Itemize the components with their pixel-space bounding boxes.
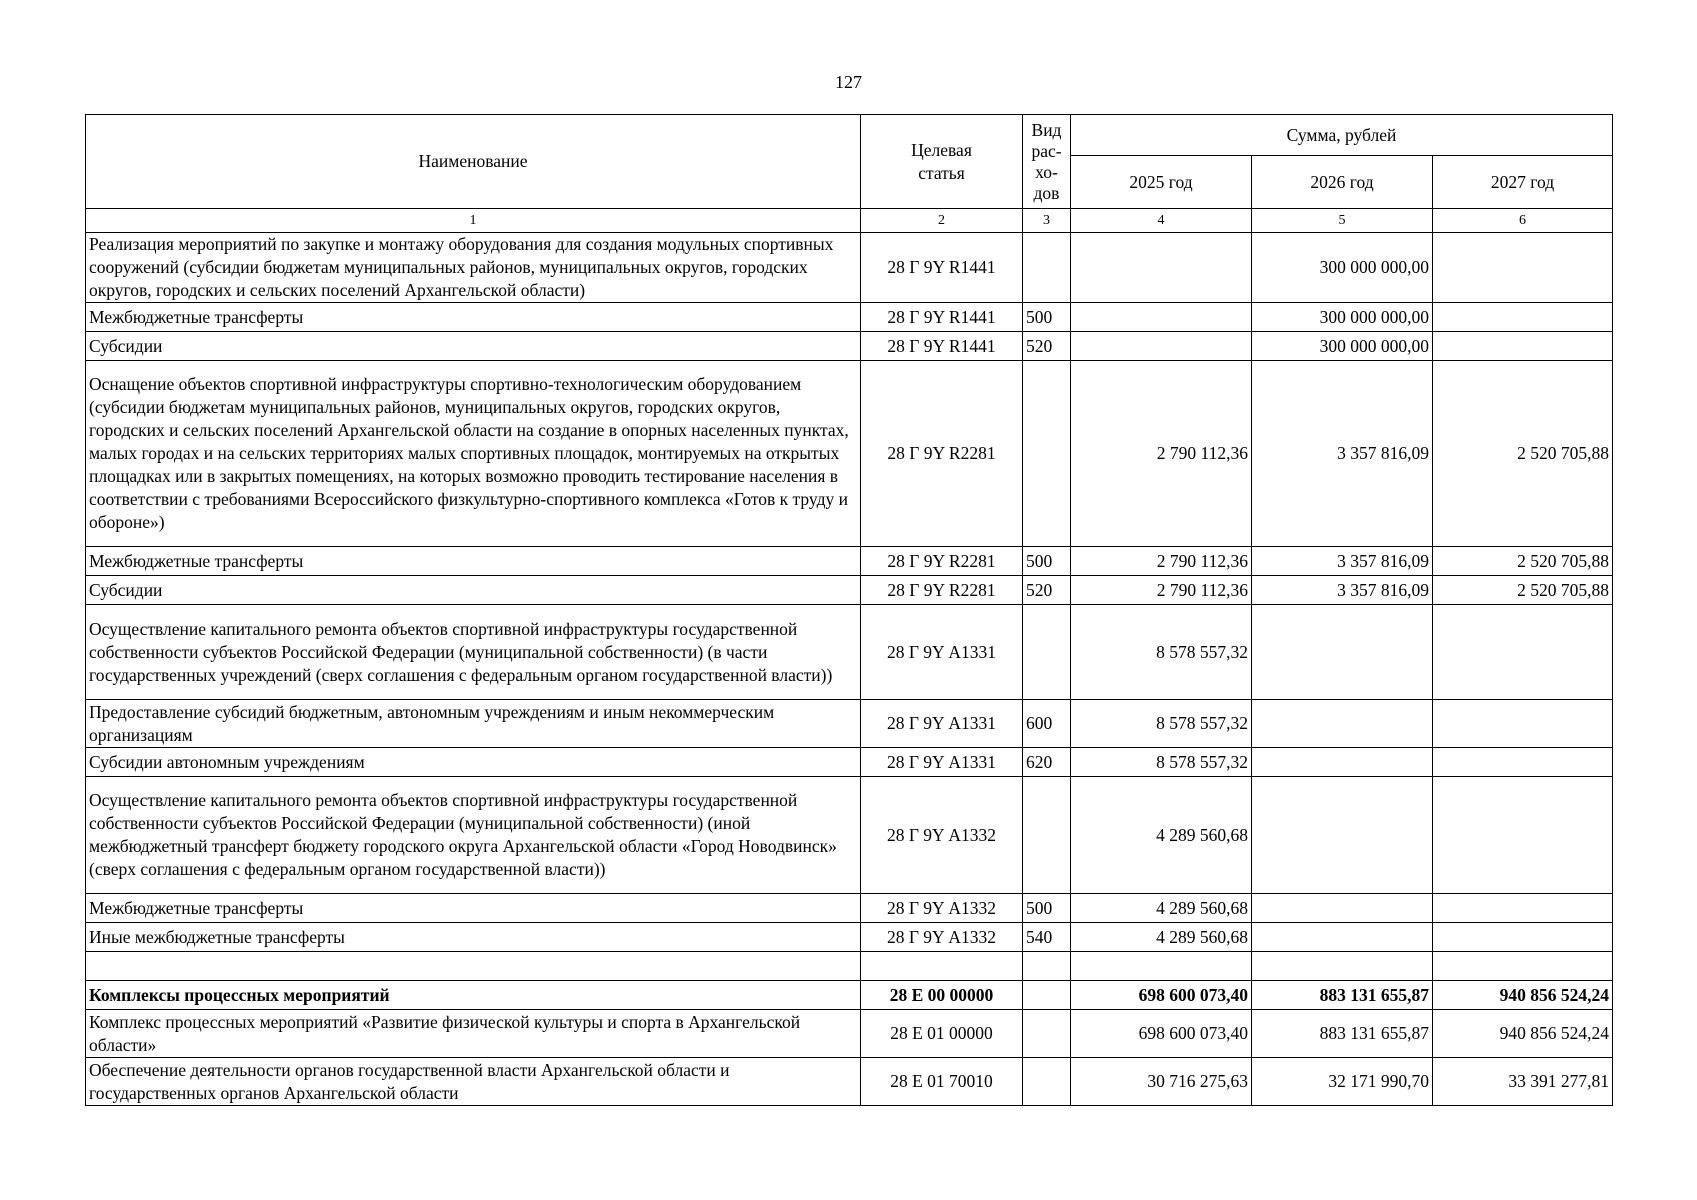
row-amount-2026: 3 357 816,09 (1252, 361, 1433, 547)
row-target-code: 28 Е 01 70010 (861, 1058, 1023, 1106)
row-amount-2025: 698 600 073,40 (1071, 981, 1252, 1010)
row-target-code: 28 Е 00 00000 (861, 981, 1023, 1010)
header-name: Наименование (86, 115, 861, 209)
header-expense-kind (1023, 115, 1071, 209)
row-amount-2025: 4 289 560,68 (1071, 923, 1252, 952)
row-target-code: 28 Е 01 00000 (861, 1010, 1023, 1058)
row-amount-2027 (1433, 332, 1613, 361)
row-name: Оснащение объектов спортивной инфраструктуры спортивно-технологическим оборудованием (субсидии бюджетам муниципальных районов, муниципальных округов, городских округов, городских и сельских поселений Архангельской области на создание в опорных населенных пунктах, малых городах и на сельских территориях малых спортивных площадок, монтируемых на открытых площадках или в закрытых помещениях, на которых возможно проводить тестирование населения в соответствии с требованиями Всероссийского физкультурно-спортивного комплекса «Готов к труду и обороне») (86, 361, 861, 547)
row-amount-2025: 2 790 112,36 (1071, 547, 1252, 576)
row-amount-2025: 8 578 557,32 (1071, 605, 1252, 700)
row-amount-2026: 300 000 000,00 (1252, 233, 1433, 303)
row-amount-2026: 883 131 655,87 (1252, 981, 1433, 1010)
row-name: Межбюджетные трансферты (86, 303, 861, 332)
header-target-article (861, 115, 1023, 209)
row-name: Межбюджетные трансферты (86, 547, 861, 576)
row-amount-2027: 940 856 524,24 (1433, 1010, 1613, 1058)
row-amount-2026 (1252, 923, 1433, 952)
row-amount-2027 (1433, 303, 1613, 332)
row-expense-kind (1023, 777, 1071, 894)
row-target-code: 28 Г 9Y R1441 (861, 332, 1023, 361)
row-name: Обеспечение деятельности органов государственной власти Архангельской области и государственных органов Архангельской области (86, 1058, 861, 1106)
header-target-line2: статья (918, 162, 965, 183)
row-name: Комплекс процессных мероприятий «Развитие физической культуры и спорта в Архангельской области» (86, 1010, 861, 1058)
row-expense-kind: 500 (1023, 547, 1071, 576)
column-index: 1 (86, 209, 861, 233)
row-name: Осуществление капитального ремонта объектов спортивной инфраструктуры государственной собственности субъектов Российской Федерации (муниципальной собственности) (в части государственных учреждений (сверх соглашения с федеральным органом государственной власти)) (86, 605, 861, 700)
row-expense-kind (1023, 361, 1071, 547)
row-target-code: 28 Г 9Y R1441 (861, 233, 1023, 303)
table-row (86, 894, 1613, 923)
header-kind-line2: рас- (1031, 140, 1062, 161)
row-expense-kind: 500 (1023, 894, 1071, 923)
row-amount-2026: 3 357 816,09 (1252, 576, 1433, 605)
header-target-line1: Целевая (911, 139, 972, 160)
row-amount-2026 (1252, 700, 1433, 748)
row-amount-2026: 300 000 000,00 (1252, 303, 1433, 332)
row-amount-2027 (1433, 894, 1613, 923)
row-amount-2026: 3 357 816,09 (1252, 547, 1433, 576)
row-amount-2027: 2 520 705,88 (1433, 547, 1613, 576)
row-amount-2025: 4 289 560,68 (1071, 777, 1252, 894)
row-expense-kind (1023, 1010, 1071, 1058)
row-amount-2025: 30 716 275,63 (1071, 1058, 1252, 1106)
row-target-code: 28 Г 9Y R2281 (861, 576, 1023, 605)
row-name: Субсидии (86, 332, 861, 361)
row-amount-2026 (1252, 777, 1433, 894)
header-kind-line4: дов (1033, 182, 1060, 203)
table-row (86, 605, 1613, 700)
row-amount-2025 (1071, 233, 1252, 303)
row-name (86, 952, 861, 981)
row-target-code: 28 Г 9Y R2281 (861, 547, 1023, 576)
row-amount-2027 (1433, 748, 1613, 777)
row-expense-kind: 540 (1023, 923, 1071, 952)
row-name: Субсидии автономным учреждениям (86, 748, 861, 777)
table-row (86, 576, 1613, 605)
row-amount-2027 (1433, 605, 1613, 700)
row-target-code: 28 Г 9Y R2281 (861, 361, 1023, 547)
table-row (86, 748, 1613, 777)
row-name: Реализация мероприятий по закупке и монтажу оборудования для создания модульных спортивных сооружений (субсидии бюджетам муниципальных районов, муниципальных округов, городских округов, городских и сельских поселений Архангельской области) (86, 233, 861, 303)
row-amount-2026: 32 171 990,70 (1252, 1058, 1433, 1106)
row-amount-2027: 33 391 277,81 (1433, 1058, 1613, 1106)
table-row-section (86, 981, 1613, 1010)
row-amount-2027 (1433, 233, 1613, 303)
row-amount-2025: 4 289 560,68 (1071, 894, 1252, 923)
header-year-2025: 2025 год (1071, 156, 1252, 209)
table-row (86, 547, 1613, 576)
column-index: 3 (1023, 209, 1071, 233)
table-row (86, 1058, 1613, 1106)
row-expense-kind (1023, 981, 1071, 1010)
row-amount-2027 (1433, 952, 1613, 981)
column-index: 6 (1433, 209, 1613, 233)
column-index: 4 (1071, 209, 1252, 233)
row-amount-2027 (1433, 700, 1613, 748)
row-amount-2025: 8 578 557,32 (1071, 700, 1252, 748)
row-amount-2027: 2 520 705,88 (1433, 361, 1613, 547)
row-expense-kind (1023, 605, 1071, 700)
header-year-2026: 2026 год (1252, 156, 1433, 209)
row-amount-2027 (1433, 923, 1613, 952)
column-index: 5 (1252, 209, 1433, 233)
row-amount-2025 (1071, 952, 1252, 981)
row-amount-2026 (1252, 748, 1433, 777)
row-amount-2026 (1252, 952, 1433, 981)
header-kind-line3: хо- (1035, 161, 1058, 182)
row-target-code: 28 Г 9Y R1441 (861, 303, 1023, 332)
row-amount-2025: 2 790 112,36 (1071, 576, 1252, 605)
header-year-2027: 2027 год (1433, 156, 1613, 209)
row-expense-kind: 520 (1023, 576, 1071, 605)
table-row (86, 233, 1613, 303)
row-target-code: 28 Г 9Y А1332 (861, 777, 1023, 894)
row-target-code (861, 952, 1023, 981)
row-expense-kind: 500 (1023, 303, 1071, 332)
row-expense-kind (1023, 1058, 1071, 1106)
page-number: 127 (835, 72, 862, 92)
row-amount-2025: 2 790 112,36 (1071, 361, 1252, 547)
row-name: Предоставление субсидий бюджетным, автономным учреждениям и иным некоммерческим организациям (86, 700, 861, 748)
row-target-code: 28 Г 9Y А1331 (861, 748, 1023, 777)
row-amount-2027: 2 520 705,88 (1433, 576, 1613, 605)
row-target-code: 28 Г 9Y А1331 (861, 605, 1023, 700)
row-amount-2026 (1252, 605, 1433, 700)
row-expense-kind: 600 (1023, 700, 1071, 748)
row-amount-2027 (1433, 777, 1613, 894)
row-amount-2025 (1071, 332, 1252, 361)
row-amount-2025 (1071, 303, 1252, 332)
column-index: 2 (861, 209, 1023, 233)
table-row (86, 1010, 1613, 1058)
row-expense-kind: 520 (1023, 332, 1071, 361)
table-row (86, 332, 1613, 361)
table-row (86, 700, 1613, 748)
header-sum: Сумма, рублей (1071, 115, 1613, 156)
row-target-code: 28 Г 9Y А1331 (861, 700, 1023, 748)
row-amount-2026: 300 000 000,00 (1252, 332, 1433, 361)
budget-table (85, 114, 1613, 1106)
row-amount-2027: 940 856 524,24 (1433, 981, 1613, 1010)
row-expense-kind (1023, 233, 1071, 303)
table-row (86, 923, 1613, 952)
row-name: Субсидии (86, 576, 861, 605)
table-row (86, 303, 1613, 332)
row-amount-2025: 8 578 557,32 (1071, 748, 1252, 777)
row-expense-kind: 620 (1023, 748, 1071, 777)
row-name: Комплексы процессных мероприятий (86, 981, 861, 1010)
row-target-code: 28 Г 9Y А1332 (861, 923, 1023, 952)
row-expense-kind (1023, 952, 1071, 981)
header-kind-line1: Вид (1031, 119, 1062, 140)
row-target-code: 28 Г 9Y А1332 (861, 894, 1023, 923)
table-row (86, 361, 1613, 547)
row-amount-2026 (1252, 894, 1433, 923)
table-row-empty (86, 952, 1613, 981)
row-name: Осуществление капитального ремонта объектов спортивной инфраструктуры государственной собственности субъектов Российской Федерации (муниципальной собственности) (иной межбюджетный трансферт бюджету городского округа Архангельской области «Город Новодвинск» (сверх соглашения с федеральным органом государственной власти)) (86, 777, 861, 894)
table-row (86, 777, 1613, 894)
row-amount-2026: 883 131 655,87 (1252, 1010, 1433, 1058)
row-name: Межбюджетные трансферты (86, 894, 861, 923)
row-amount-2025: 698 600 073,40 (1071, 1010, 1252, 1058)
row-name: Иные межбюджетные трансферты (86, 923, 861, 952)
